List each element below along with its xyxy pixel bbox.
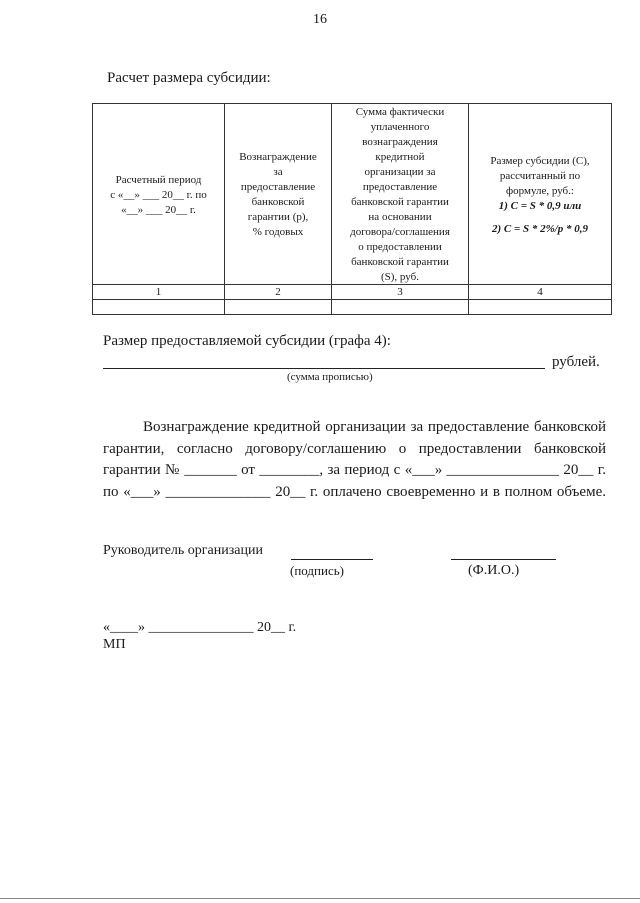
column-number: 4	[469, 285, 612, 300]
signature-caption: (подпись)	[290, 563, 344, 578]
header-line: банковской гарантии	[351, 196, 449, 208]
header-line: Сумма фактически	[355, 106, 445, 118]
amount-in-words-hint: (сумма прописью)	[287, 371, 373, 383]
header-line: уплаченного	[370, 121, 430, 133]
subsidy-calculation-table	[92, 103, 612, 315]
header-cell-paid-amount	[332, 104, 469, 285]
empty-cell	[332, 300, 469, 315]
header-cell-period	[93, 104, 225, 285]
formula-line-2: 2) С = S * 2%/р * 0,9	[491, 222, 589, 235]
currency-label: рублей.	[552, 354, 600, 370]
header-line: договора/соглашения	[350, 226, 450, 238]
header-line: «__» ___ 20__ г.	[121, 203, 196, 216]
header-line: Расчетный период	[115, 173, 202, 186]
signature-field-line	[291, 559, 373, 560]
empty-cell	[469, 300, 612, 315]
page-number: 16	[313, 12, 327, 27]
stamp-place-label: МП	[103, 637, 126, 652]
full-name-caption: (Ф.И.О.)	[468, 563, 520, 578]
header-line: организации за	[364, 166, 436, 178]
header-line: банковской	[251, 196, 305, 208]
header-cell-fee-rate	[225, 104, 332, 285]
signature-date: «____» _______________ 20__ г.	[103, 620, 297, 635]
header-cell-subsidy-size	[469, 104, 612, 285]
header-line: вознаграждения	[362, 136, 438, 148]
header-line: (S), руб.	[380, 271, 419, 283]
table-empty-row	[93, 300, 612, 315]
confirmation-paragraph	[103, 417, 606, 503]
empty-cell	[93, 300, 225, 315]
table-header-row	[93, 104, 612, 285]
header-line: рассчитанный по	[499, 169, 581, 182]
column-number: 1	[93, 285, 225, 300]
header-line: формуле, руб.:	[506, 184, 574, 197]
paragraph-line: по «___» ______________ 20__ г. оплачено своевременно и в полном объеме.	[103, 483, 606, 500]
formula-line-1: 1) С = S * 0,9 или	[498, 199, 582, 212]
table-number-row	[93, 285, 612, 300]
subsidy-amount-field-line	[103, 368, 545, 369]
header-line: с «__» ___ 20__ г. по	[110, 188, 207, 201]
header-line: предоставление	[362, 181, 438, 193]
head-of-organization-label: Руководитель организации	[103, 543, 263, 558]
header-line: гарантии (р),	[247, 211, 309, 223]
paragraph-line: гарантии, согласно договору/соглашению о предоставлении банковской	[103, 440, 606, 457]
paragraph-line: Вознаграждение кредитной организации за предоставление банковской	[143, 419, 606, 435]
header-line: Размер субсидии (С),	[490, 154, 590, 167]
header-line: на основании	[368, 211, 432, 223]
header-line: банковской гарантии	[351, 256, 449, 268]
full-name-field-line	[451, 559, 556, 560]
header-line: предоставление	[240, 181, 316, 193]
header-line: Вознаграждение	[239, 151, 317, 163]
empty-cell	[225, 300, 332, 315]
section-title: Расчет размера субсидии:	[107, 70, 271, 86]
header-line: за	[273, 166, 283, 178]
header-line: % годовых	[252, 226, 304, 238]
header-line: о предоставлении	[358, 241, 442, 253]
page-bottom-edge	[0, 898, 640, 899]
subsidy-amount-label: Размер предоставляемой субсидии (графа 4):	[103, 333, 391, 349]
column-number: 3	[332, 285, 469, 300]
paragraph-line: гарантии № _______ от ________, за период с «___» _______________ 20__ г.	[103, 462, 606, 478]
column-number: 2	[225, 285, 332, 300]
header-line: кредитной	[375, 151, 425, 163]
